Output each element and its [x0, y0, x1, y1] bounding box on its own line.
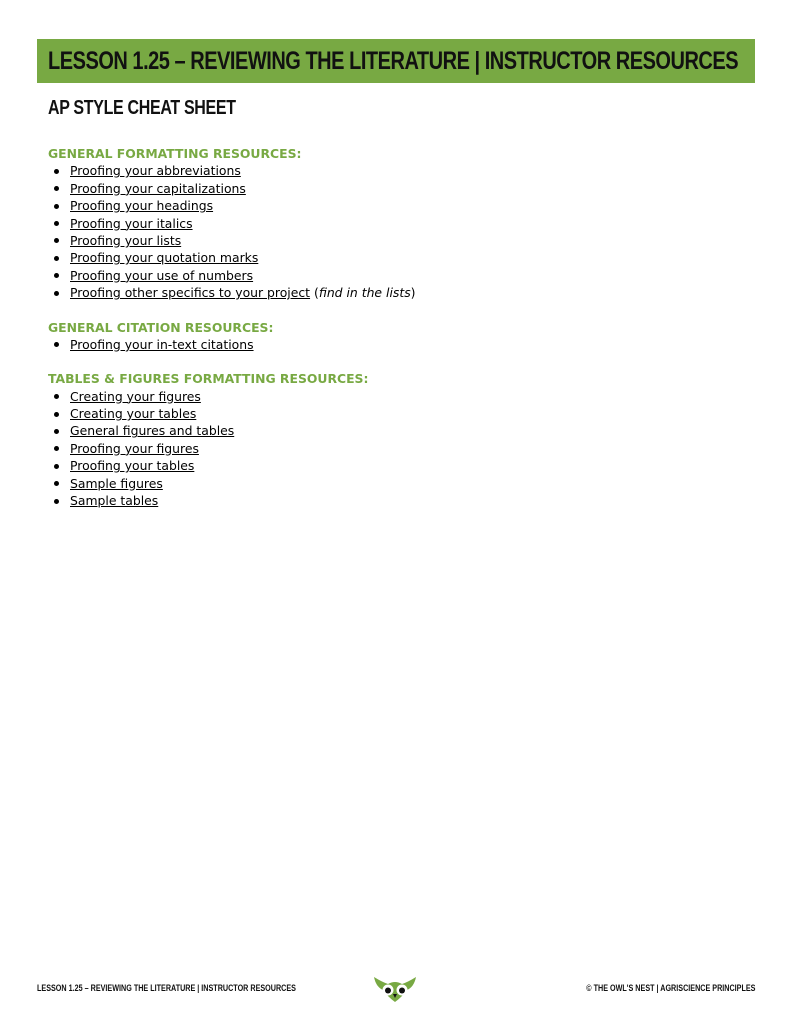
page-subtitle: AP STYLE CHEAT SHEET — [48, 97, 236, 119]
list-item — [48, 197, 748, 214]
resource-content — [48, 145, 748, 526]
list-item — [48, 232, 748, 249]
resource-link[interactable]: Proofing your in-text citations — [70, 336, 254, 352]
section-heading: GENERAL FORMATTING RESOURCES: — [48, 146, 302, 161]
list-item — [48, 457, 748, 474]
resource-link[interactable]: Proofing your lists — [70, 232, 182, 248]
resource-link[interactable]: Proofing your capitalizations — [70, 180, 246, 196]
footer-right-text: © THE OWL'S NEST | AGRISCIENCE PRINCIPLES — [585, 983, 755, 993]
resource-link[interactable]: Proofing your quotation marks — [70, 250, 259, 266]
resource-list — [48, 162, 748, 301]
list-item — [48, 422, 748, 439]
list-item — [48, 336, 748, 353]
resource-link[interactable]: Sample figures — [70, 475, 163, 491]
section-tables-figures — [48, 370, 748, 509]
list-item — [48, 284, 748, 301]
list-item — [48, 492, 748, 509]
list-item — [48, 267, 748, 284]
section-heading: TABLES & FIGURES FORMATTING RESOURCES: — [48, 371, 369, 387]
resource-link[interactable]: Proofing your figures — [70, 440, 199, 456]
note-italic: find in the lists — [318, 285, 411, 301]
list-item — [48, 405, 748, 422]
list-item — [48, 215, 748, 232]
note-close: ) — [410, 285, 416, 301]
note-open: ( — [310, 285, 319, 301]
section-general-citation — [48, 319, 748, 354]
resource-link[interactable]: Proofing your italics — [70, 215, 193, 231]
resource-link[interactable]: Proofing your tables — [70, 458, 195, 474]
section-general-formatting — [48, 145, 748, 302]
header-banner — [37, 39, 755, 83]
resource-list — [48, 388, 748, 510]
resource-link[interactable]: Proofing your use of numbers — [70, 267, 254, 283]
list-item — [48, 388, 748, 405]
list-item — [48, 440, 748, 457]
resource-link[interactable]: Sample tables — [70, 493, 159, 509]
banner-title: LESSON 1.25 – REVIEWING THE LITERATURE | INSTRUCTOR RESOURCES — [48, 46, 739, 75]
resource-list — [48, 336, 748, 353]
section-heading: GENERAL CITATION RESOURCES: — [48, 319, 274, 335]
list-item — [48, 162, 748, 179]
resource-link[interactable]: Proofing your abbreviations — [70, 163, 241, 179]
resource-link[interactable]: Proofing your headings — [70, 198, 214, 214]
list-item — [48, 475, 748, 492]
list-item — [48, 249, 748, 266]
list-item — [48, 180, 748, 197]
resource-link[interactable]: Proofing other specifics to your project — [70, 285, 311, 301]
resource-link[interactable]: Creating your figures — [70, 388, 201, 404]
owl-logo-icon — [372, 975, 418, 1003]
resource-link[interactable]: General figures and tables — [70, 423, 235, 439]
resource-link[interactable]: Creating your tables — [70, 406, 197, 422]
footer-left-text: LESSON 1.25 – REVIEWING THE LITERATURE | INSTRUCTOR RESOURCES — [37, 983, 296, 993]
